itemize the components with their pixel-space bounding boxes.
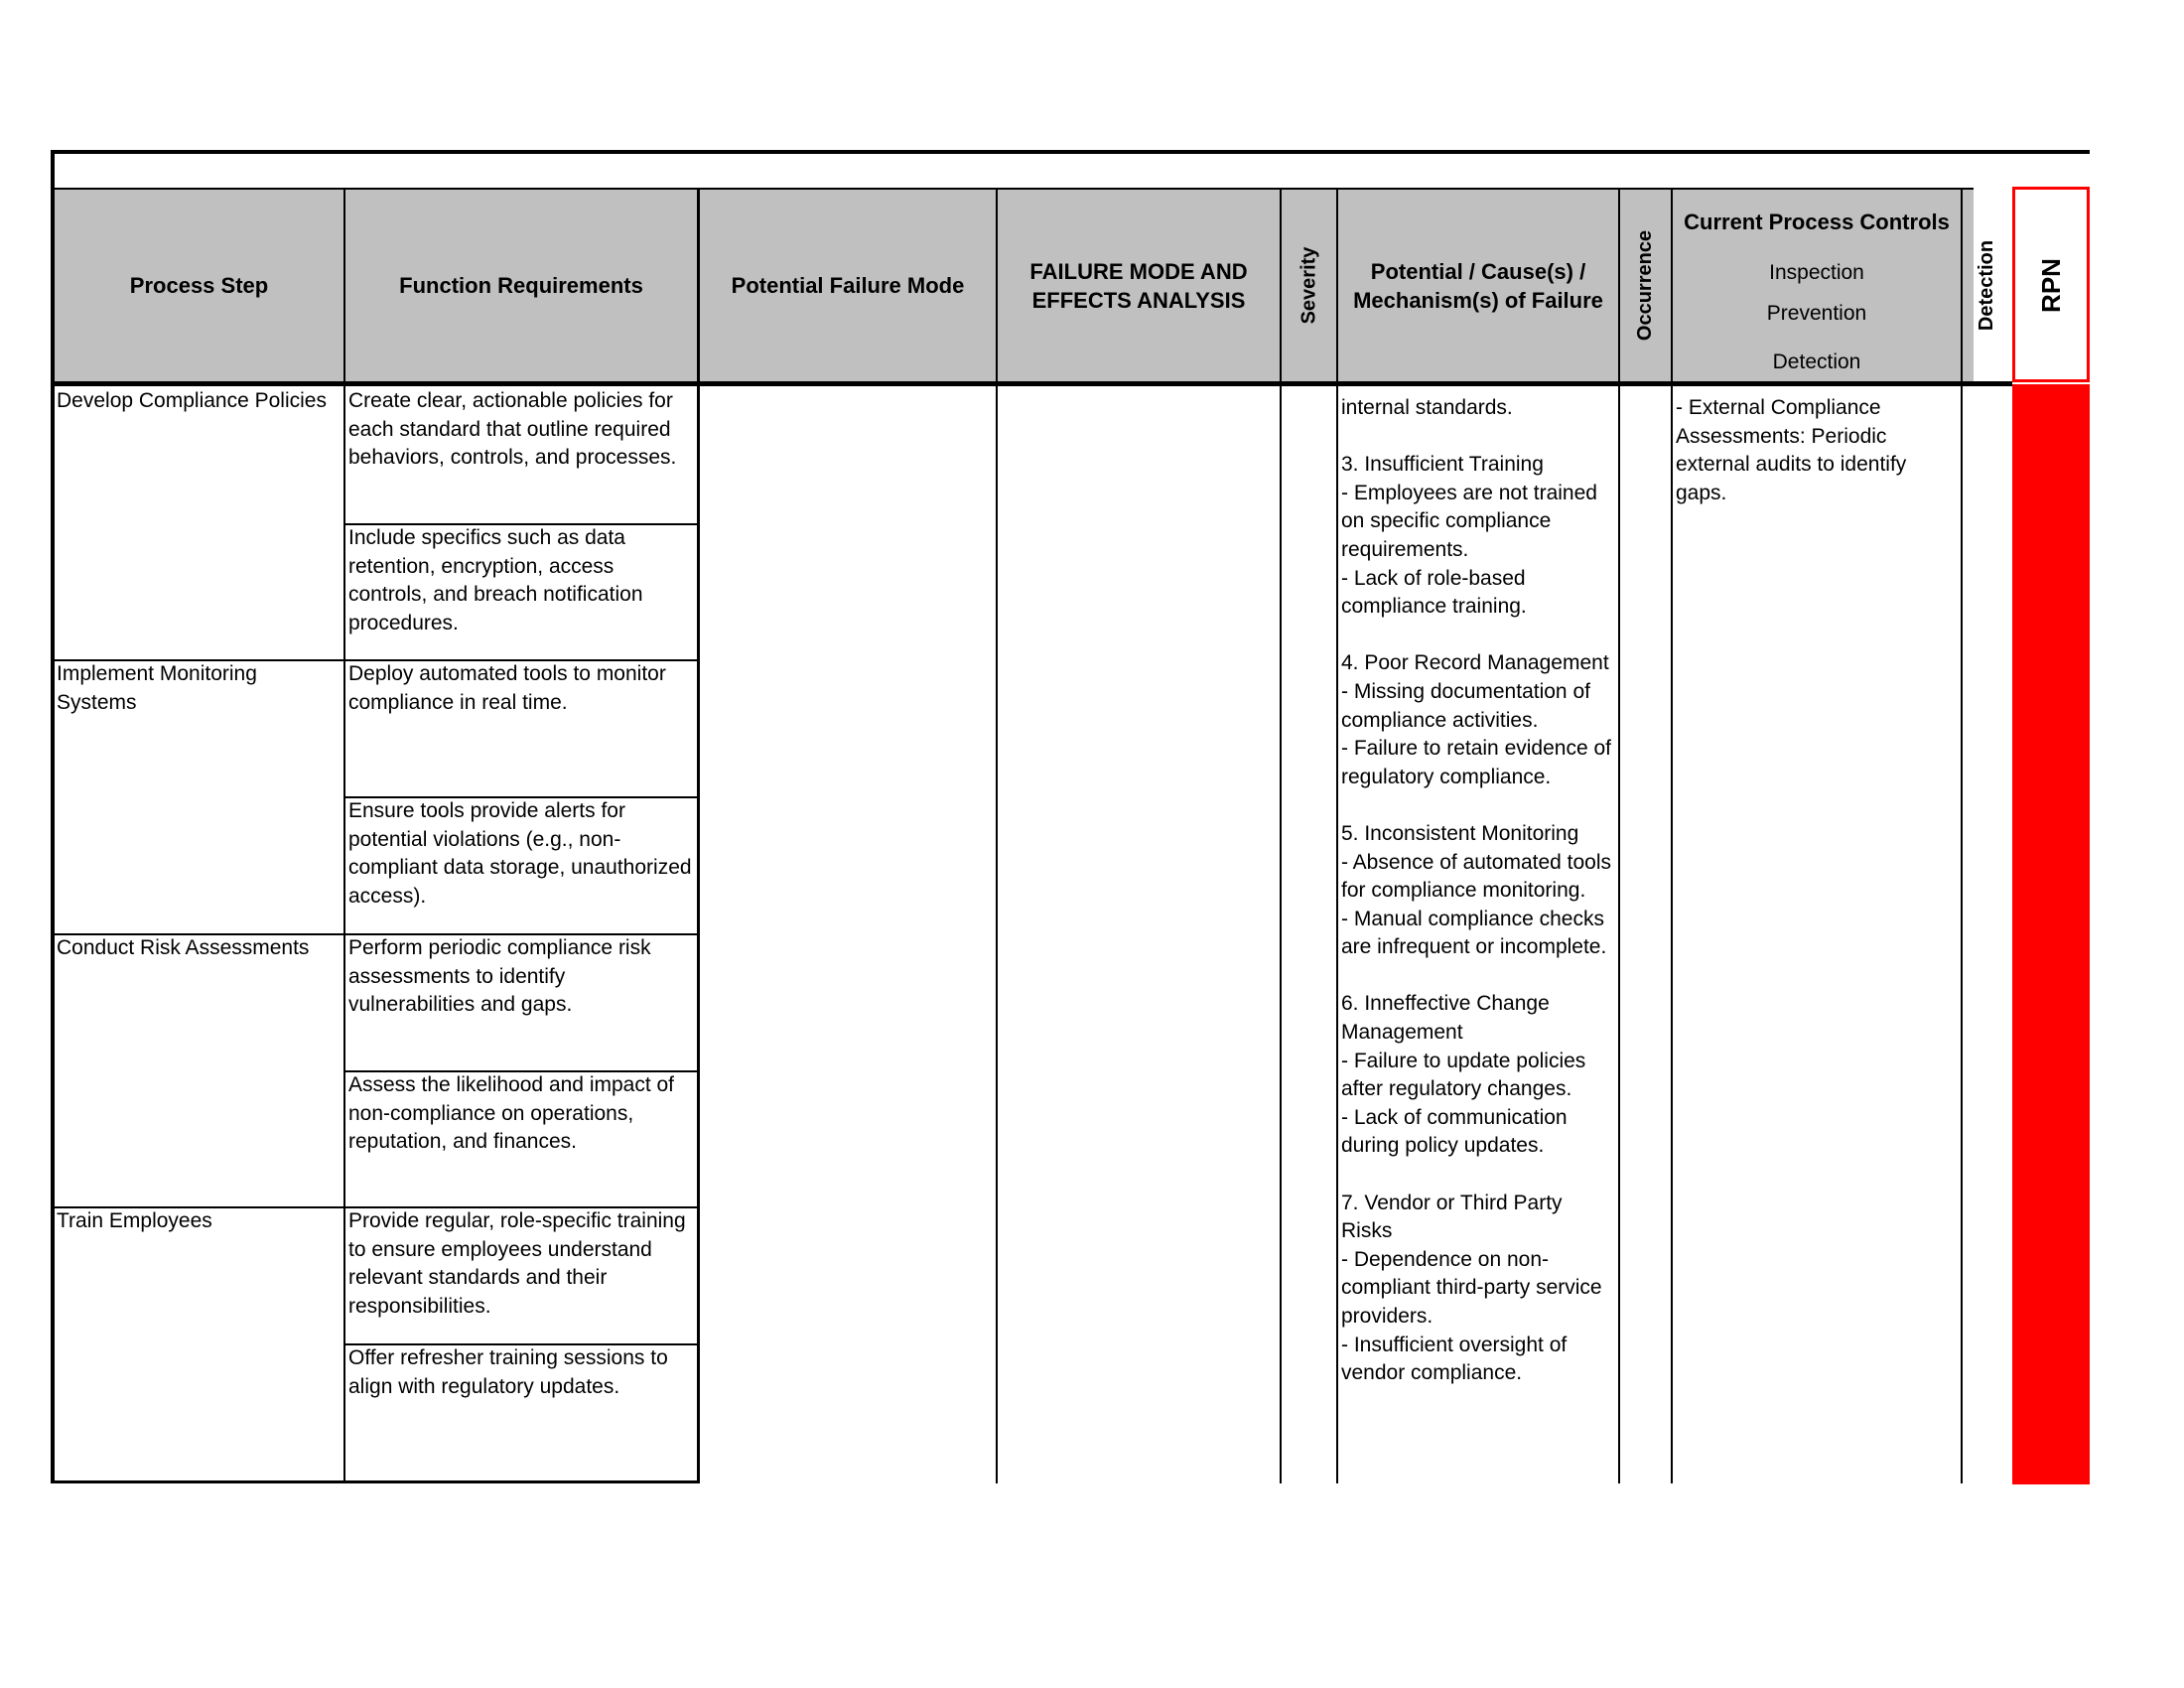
- col-divider: [697, 188, 700, 1483]
- process-step-cell: Conduct Risk Assessments: [57, 936, 310, 959]
- header-fmea-title: FAILURE MODE AND EFFECTS ANALYSIS: [1029, 258, 1248, 313]
- header-occurrence: Occurrence: [1634, 229, 1657, 342]
- col-divider: [1961, 188, 1963, 1483]
- top-border: [52, 150, 2090, 154]
- header-severity: Severity: [1297, 246, 1319, 325]
- process-step-cell: Develop Compliance Policies: [57, 389, 327, 412]
- function-requirement-cell: Ensure tools provide alerts for potential violations (e.g., non-compliant data storage, unauthorized access).: [348, 799, 692, 908]
- header-rpn: RPN: [2035, 258, 2066, 313]
- function-requirement-cell: Include specifics such as data retention, encryption, access controls, and breach notification procedures.: [348, 526, 643, 634]
- col-divider: [343, 188, 345, 1483]
- header-bottom-border: [52, 381, 2012, 386]
- col-divider: [1618, 188, 1620, 1483]
- header-controls-detection: Detection: [1772, 351, 1861, 373]
- process-step-cell: Train Employees: [57, 1209, 212, 1232]
- function-requirement-cell: Provide regular, role-specific training to ensure employees understand relevant standards and their responsibilities.: [348, 1209, 686, 1318]
- function-requirement-cell: Assess the likelihood and impact of non-compliance on operations, reputation, and finances.: [348, 1073, 675, 1154]
- function-requirement-cell: Create clear, actionable policies for each standard that outline required behaviors, controls, and processes.: [348, 389, 677, 470]
- header-controls-prevention: Prevention: [1766, 302, 1867, 325]
- header-current-process-controls: Current Process Controls: [1684, 209, 1950, 234]
- function-requirement-cell: Perform periodic compliance risk assessments to identify vulnerabilities and gaps.: [348, 936, 651, 1017]
- col-divider: [1671, 188, 1673, 1483]
- process-step-cell: Implement Monitoring Systems: [57, 662, 257, 714]
- function-requirement-cell: Deploy automated tools to monitor compliance in real time.: [348, 662, 666, 714]
- col-divider: [1280, 188, 1282, 1483]
- header-controls-inspection: Inspection: [1769, 261, 1864, 284]
- table-bottom-border: [52, 1480, 699, 1483]
- col-divider: [996, 188, 998, 1483]
- header-function-requirements: Function Requirements: [399, 273, 643, 298]
- function-requirement-cell: Offer refresher training sessions to align with regulatory updates.: [348, 1346, 668, 1398]
- rpn-column-fill: [2012, 384, 2090, 1484]
- col-divider: [1336, 188, 1338, 1483]
- header-potential-failure-mode: Potential Failure Mode: [731, 273, 965, 298]
- potential-causes-text: internal standards. 3. Insufficient Training - Employees are not trained on specific compliance requirements. - Lack of role-based compliance training. 4. Poor Record Management - Missing documentation of compliance activities. - Failure to retain evidence of regulatory compliance. 5. Inconsistent Monitoring - Absence of automated tools for compliance monitoring. - Manual compliance checks are infrequent or incomplete. 6. Inneffective Change Management - Failure to update policies after regulatory changes. - Lack of communication during policy updates. 7. Vendor or Third Party Risks - Dependence on non-compliant third-party service providers. - Insufficient oversight of vendor compliance.: [1341, 396, 1612, 1385]
- header-process-step: Process Step: [129, 273, 269, 298]
- current-controls-text: - External Compliance Assessments: Periodic external audits to identify gaps.: [1676, 396, 1907, 504]
- header-potential-cause: Potential / Cause(s) / Mechanism(s) of Failure: [1353, 258, 1603, 313]
- header-detection: Detection: [1976, 239, 1998, 332]
